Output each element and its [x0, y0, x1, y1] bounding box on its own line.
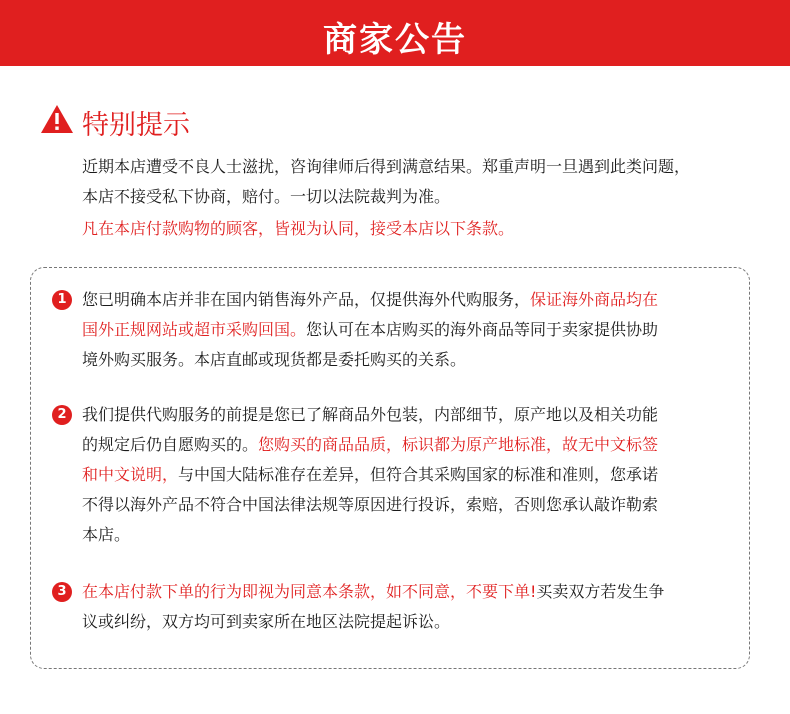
term-text: 买卖双方若发生争 — [536, 582, 665, 601]
notice-heading: 特别提示 — [82, 110, 190, 141]
term-text: 议或纠纷，双方均可到卖家所在地区法院提起诉讼。 — [82, 612, 451, 631]
page-title: 商家公告 — [323, 20, 467, 60]
header-banner — [0, 0, 790, 66]
term-text-highlight: 保证海外商品均在 — [530, 290, 659, 309]
intro-highlight: 凡在本店付款购物的顾客，皆视为认同，接受本店以下条款。 — [82, 219, 515, 238]
term-text: 您已明确本店并非在国内销售海外产品，仅提供海外代购服务， — [82, 290, 531, 309]
warning-icon — [40, 104, 74, 134]
term-number-badge: 3 — [52, 582, 72, 602]
term-number-badge: 2 — [52, 405, 72, 425]
term-text-highlight: 在本店付款下单的行为即视为同意本条款，如不同意，不要下单! — [82, 582, 537, 601]
term-text: 本店。 — [82, 525, 131, 544]
term-text: 您认可在本店购买的海外商品等同于卖家提供协助 — [306, 320, 659, 339]
term-text: 境外购买服务。本店直邮或现货都是委托购买的关系。 — [82, 350, 467, 369]
term-text: 不得以海外产品不符合中国法律法规等原因进行投诉，索赔，否则您承认敲诈勒索 — [82, 495, 659, 514]
term-text: 与中国大陆标准存在差异，但符合其采购国家的标准和准则，您承诺 — [178, 465, 659, 484]
term-item-2 — [82, 400, 742, 550]
term-item-1 — [82, 285, 742, 375]
term-text: 我们提供代购服务的前提是您已了解商品外包装，内部细节，原产地以及相关功能 — [82, 405, 659, 424]
intro-line: 近期本店遭受不良人士滋扰，咨询律师后得到满意结果。郑重声明一旦遇到此类问题， — [82, 157, 691, 176]
notice-intro — [82, 152, 762, 244]
term-text-highlight: 您购买的商品品质，标识都为原产地标准，故无中文标签 — [258, 435, 659, 454]
term-number-badge: 1 — [52, 290, 72, 310]
term-text-highlight: 和中文说明， — [82, 465, 179, 484]
term-item-3 — [82, 577, 742, 637]
term-text-highlight: 国外正规网站或超市采购回国。 — [82, 320, 307, 339]
intro-line: 本店不接受私下协商，赔付。一切以法院裁判为准。 — [82, 187, 451, 206]
term-text: 的规定后仍自愿购买的。 — [82, 435, 259, 454]
